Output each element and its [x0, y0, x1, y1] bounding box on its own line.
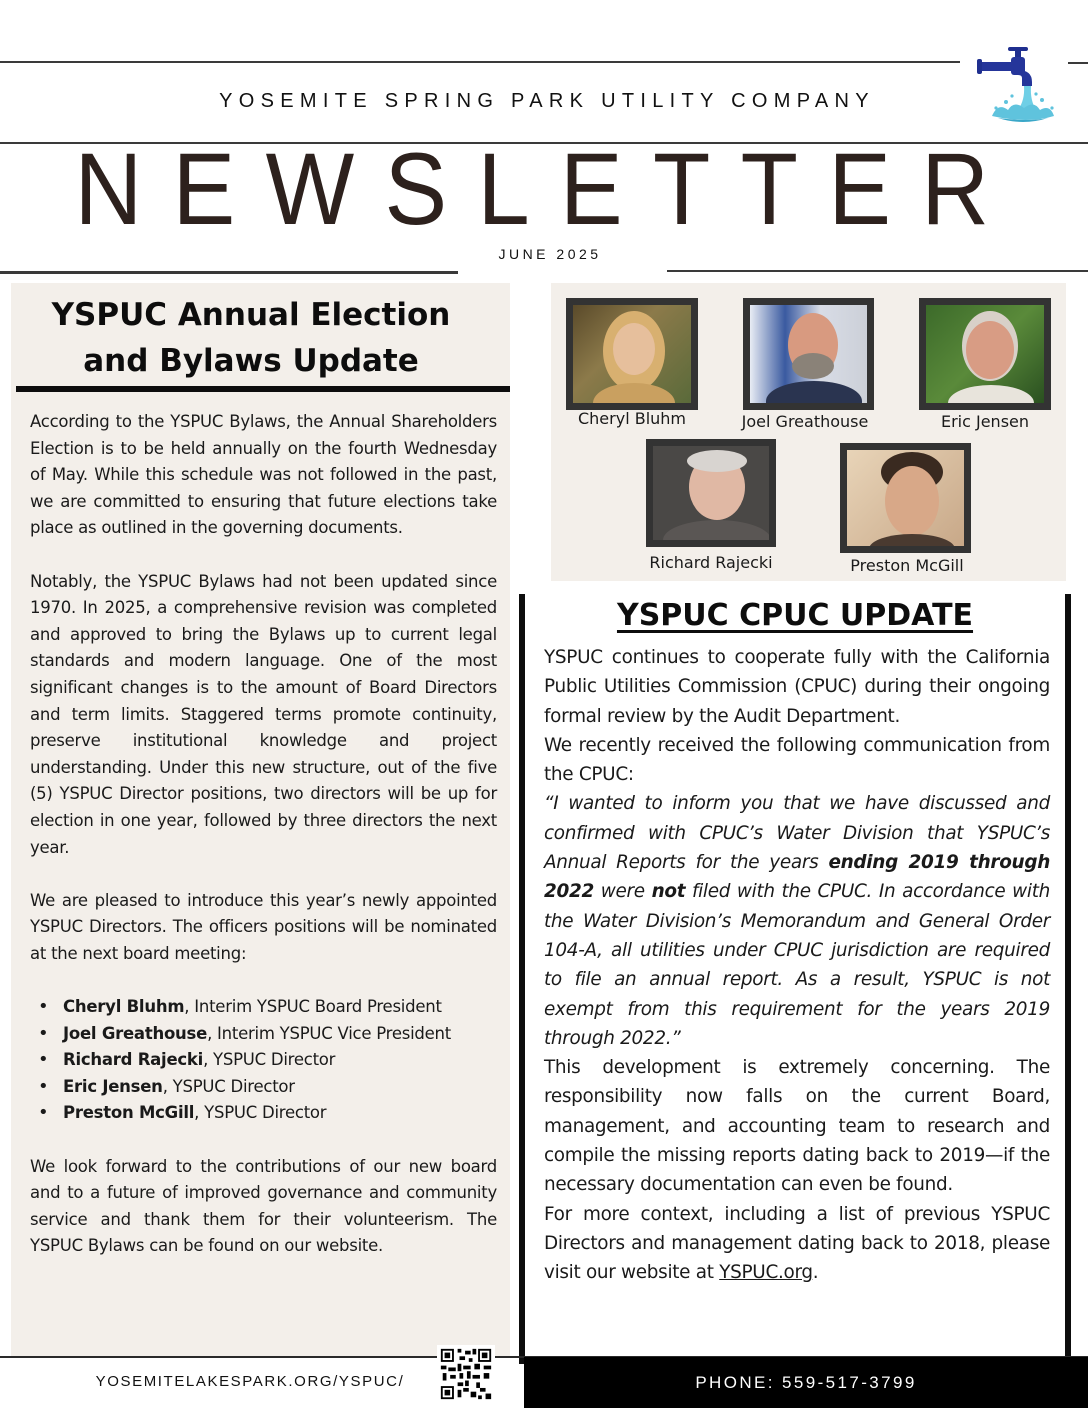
footer-phone: PHONE: 559-517-3799 — [695, 1373, 917, 1392]
director-name: Richard Rajecki — [63, 1050, 204, 1070]
photo-eric-jensen — [919, 298, 1051, 410]
director-name: Preston McGill — [63, 1103, 195, 1123]
cpuc-paragraph: YSPUC continues to cooperate fully with the California Public Utilities Commission (CPUC) during their ongoing formal review by the Audit Department. — [544, 647, 1050, 727]
director-name: Joel Greathouse — [63, 1023, 208, 1043]
director-list-item — [38, 1074, 497, 1101]
director-list-item — [38, 1021, 497, 1048]
cpuc-context-end: . — [812, 1262, 819, 1284]
company-name: YOSEMITE SPRING PARK UTILITY COMPANY — [219, 90, 875, 112]
director-role: , Interim YSPUC Board President — [184, 997, 442, 1017]
director-list-item — [38, 1047, 497, 1074]
director-role: , YSPUC Director — [162, 1076, 295, 1096]
election-article-body — [30, 409, 497, 1287]
quote-text: were — [594, 881, 652, 903]
newsletter-title: NEWSLETTER — [74, 132, 1020, 246]
photo-richard-rajecki — [646, 439, 776, 547]
photo-caption: Richard Rajecki — [649, 553, 773, 572]
election-article-title — [11, 292, 491, 384]
issue-date: JUNE 2025 — [498, 246, 602, 262]
director-list — [38, 994, 497, 1127]
header-bottom-rule-right — [667, 270, 1088, 272]
cpuc-paragraph: This development is extremely concerning. The responsibility now falls on the current Board, management, and accounting team to research and compile the missing reports dating back to 2019—if the necessary documentation can even be found. — [544, 1057, 1050, 1196]
cpuc-article-body — [544, 643, 1050, 1288]
director-name: Cheryl Bluhm — [63, 997, 185, 1017]
election-closing-paragraph: We look forward to the contributions of our new board and to a future of improved governance and community service and thank them for their volunteerism. The YSPUC Bylaws can be found on our website. — [30, 1156, 497, 1256]
photo-caption: Joel Greathouse — [741, 412, 869, 431]
cpuc-paragraph — [544, 1200, 1050, 1288]
quote-text: filed with the CPUC. In accordance with the Water Division’s Memorandum and General Order 104-A, all utilities under CPUC jurisdiction are required to file an annual report. As a result, YSPUC is not exempt from this requirement for the years 2019 through 2022.” — [544, 881, 1051, 1049]
election-title-line-1: YSPUC Annual Election — [51, 297, 451, 333]
footer-website-url[interactable]: YOSEMITELAKESPARK.ORG/YSPUC/ — [95, 1373, 405, 1390]
election-title-rule — [16, 386, 510, 392]
photo-cheryl-bluhm — [566, 298, 698, 410]
qr-code-icon[interactable] — [437, 1345, 495, 1403]
cpuc-quote — [544, 789, 1050, 1053]
quote-text: “I wanted to inform you that we have discussed and confirmed with CPUC’s Water Division that YSPUC’s Annual Reports for the years — [544, 793, 1050, 874]
director-name: Eric Jensen — [63, 1076, 163, 1096]
quote-bold-text: ending 2019 through 2022 — [544, 852, 1050, 903]
election-paragraph: According to the YSPUC Bylaws, the Annual Shareholders Election is to be held annually on the fourth Wednesday of May. While this schedule was not followed in the past, we are committed to ensuring that future elections take place as outlined in the governing documents. — [30, 412, 497, 538]
director-list-item — [38, 994, 497, 1021]
photo-caption: Preston McGill — [850, 556, 964, 575]
photo-joel-greathouse — [743, 298, 874, 410]
cpuc-context-text: For more context, including a list of previous YSPUC Directors and management dating back to 2018, please visit our website at — [544, 1203, 1050, 1284]
director-list-item — [38, 1100, 497, 1127]
photo-caption: Cheryl Bluhm — [577, 409, 687, 428]
photo-caption: Eric Jensen — [940, 412, 1030, 431]
election-title-line-2: and Bylaws Update — [83, 343, 419, 379]
cpuc-article-title — [525, 598, 1065, 633]
header-bottom-rule-left — [0, 271, 458, 274]
cpuc-paragraph: We recently received the following communication from the CPUC: — [544, 734, 1050, 786]
election-paragraph: Notably, the YSPUC Bylaws had not been updated since 1970. In 2025, a comprehensive revision was completed and approved to bring the Bylaws up to current legal standards and modern language. One of the most significant changes is to the amount of Board Directors and term limits. Staggered terms promote continuity, preserve institutional knowledge and project understanding. Under this new structure, out of the five (5) YSPUC Director positions, two directors will be up for election in one year, followed by three directors the next year. — [30, 571, 497, 857]
photo-preston-mcgill — [840, 443, 971, 553]
header-top-rule-right — [1068, 62, 1088, 64]
director-role: , YSPUC Director — [203, 1050, 336, 1070]
water-faucet-icon — [968, 44, 1060, 128]
quote-bold-text: not — [651, 881, 686, 903]
cpuc-title-text: YSPUC CPUC UPDATE — [616, 598, 974, 633]
director-role: , Interim YSPUC Vice President — [207, 1023, 451, 1043]
director-role: , YSPUC Director — [194, 1103, 327, 1123]
header-top-rule-left — [0, 61, 960, 63]
election-paragraph: We are pleased to introduce this year’s newly appointed YSPUC Directors. The officers positions will be nominated at the next board meeting: — [30, 890, 497, 963]
yspuc-website-link[interactable]: YSPUC.org — [719, 1262, 813, 1284]
